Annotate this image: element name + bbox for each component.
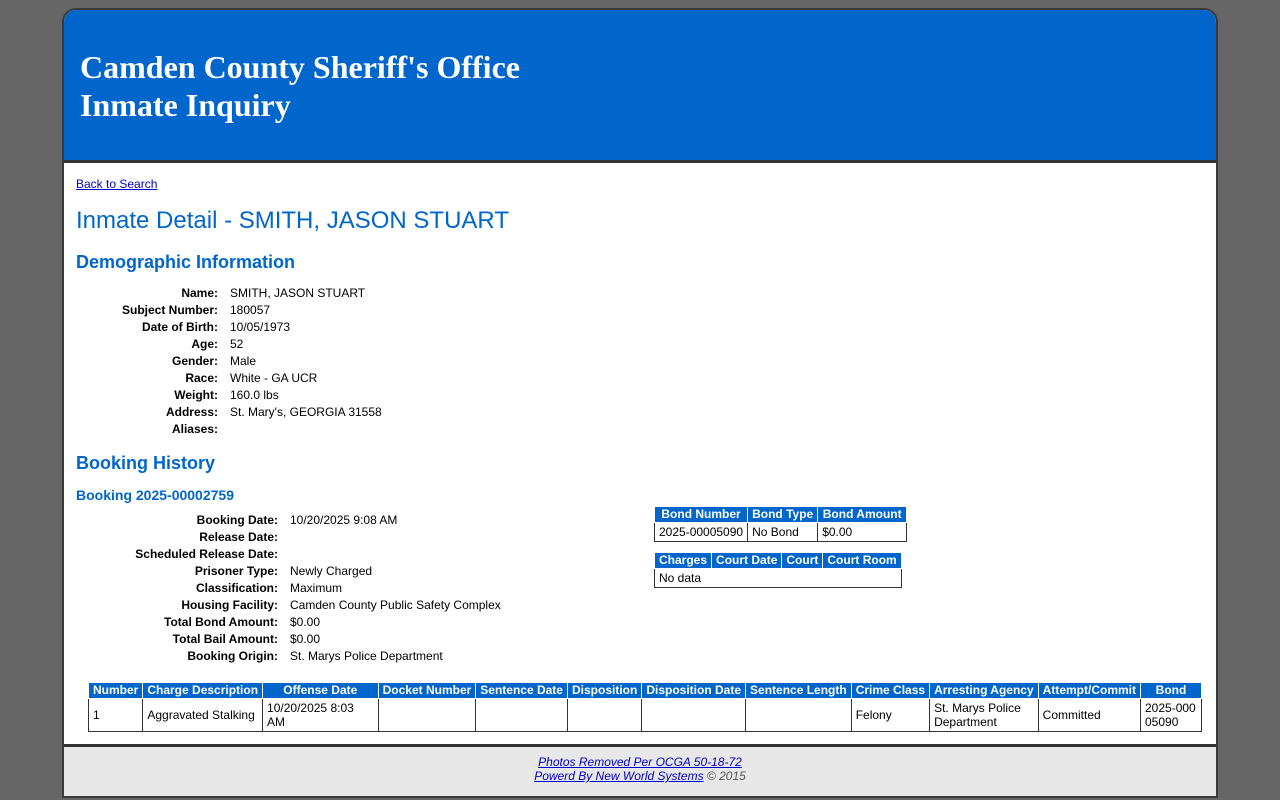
table-row: [655, 523, 907, 542]
booking-row: [122, 512, 602, 529]
charges-table: [88, 682, 1202, 732]
column-header: Sentence Length: [746, 683, 852, 699]
field-value: St. Marys Police Department: [290, 649, 443, 663]
field-label: Prisoner Type:: [194, 564, 278, 578]
booking-history-heading: Booking History: [76, 453, 216, 473]
table-cell: 1: [89, 699, 143, 732]
empty-message: No data: [655, 569, 902, 588]
field-value: 160.0 lbs: [230, 388, 279, 402]
column-header: Bond: [1141, 683, 1202, 699]
main-content: [64, 163, 1216, 753]
demographic-row: [116, 421, 536, 438]
field-value: 52: [230, 337, 244, 351]
demographic-row: [116, 370, 536, 387]
table-cell: $0.00: [818, 523, 907, 542]
table-cell: Committed: [1038, 699, 1140, 732]
demographic-row: [116, 285, 536, 302]
booking-details-table: [122, 512, 602, 665]
column-header: Number: [89, 683, 143, 699]
column-header: Charges: [655, 553, 712, 569]
booking-row: [122, 631, 602, 648]
table-cell: [476, 699, 568, 732]
back-to-search-link[interactable]: Back to Search: [76, 177, 158, 191]
field-value: 10/05/1973: [230, 320, 291, 334]
field-value: $0.00: [290, 615, 321, 629]
booking-row: [122, 546, 602, 563]
booking-row: [122, 614, 602, 631]
demographic-row: [116, 387, 536, 404]
field-label: Name:: [181, 286, 218, 300]
table-cell: 10/20/2025 8:03 AM: [263, 699, 379, 732]
booking-row: [122, 529, 602, 546]
field-label: Age:: [191, 337, 218, 351]
table-cell: [746, 699, 852, 732]
powered-by-link[interactable]: Powerd By New World Systems: [534, 769, 704, 783]
booking-heading: Booking 2025-00002759: [76, 487, 234, 503]
field-label: Date of Birth:: [142, 320, 218, 334]
column-header: Sentence Date: [476, 683, 568, 699]
table-cell: 2025-00005090: [1141, 699, 1202, 732]
page-title: Inmate Detail - SMITH, JASON STUART: [76, 207, 509, 234]
column-header: Docket Number: [378, 683, 476, 699]
field-value: Newly Charged: [290, 564, 373, 578]
site-header: [64, 10, 1216, 163]
field-label: Booking Date:: [196, 513, 278, 527]
table-cell: 2025-00005090: [655, 523, 748, 542]
booking-section: [76, 504, 1204, 682]
field-label: Scheduled Release Date:: [135, 547, 278, 561]
field-label: Aliases:: [171, 422, 218, 436]
field-value: Maximum: [290, 581, 343, 595]
field-label: Gender:: [171, 354, 218, 368]
field-value: 10/20/2025 9:08 AM: [290, 513, 398, 527]
field-label: Race:: [185, 371, 218, 385]
column-header: Disposition: [567, 683, 641, 699]
table-cell: [567, 699, 641, 732]
booking-row: [122, 597, 602, 614]
table-cell: [642, 699, 746, 732]
table-row: [655, 569, 902, 588]
field-value: [284, 546, 602, 563]
table-cell: Felony: [851, 699, 929, 732]
demographic-row: [116, 302, 536, 319]
field-label: Booking Origin:: [187, 649, 278, 663]
field-label: Total Bail Amount:: [172, 632, 278, 646]
court-table: [654, 552, 902, 588]
column-header: Court Room: [823, 553, 901, 569]
site-title: [64, 10, 1216, 124]
booking-row: [122, 580, 602, 597]
site-title-line2: Inmate Inquiry: [80, 87, 291, 123]
site-title-line1: Camden County Sheriff's Office: [80, 49, 520, 85]
field-value: SMITH, JASON STUART: [230, 286, 366, 300]
column-header: Bond Type: [748, 507, 818, 523]
table-cell: St. Marys Police Department: [930, 699, 1039, 732]
column-header: Attempt/Commit: [1038, 683, 1140, 699]
table-cell: Aggravated Stalking: [143, 699, 263, 732]
demographics-table: [116, 285, 536, 438]
field-value: St. Mary's, GEORGIA 31558: [230, 405, 382, 419]
field-label: Housing Facility:: [181, 598, 278, 612]
copyright-text: © 2015: [706, 769, 746, 783]
field-label: Classification:: [195, 581, 278, 595]
demographics-heading: Demographic Information: [76, 252, 296, 272]
demographic-row: [116, 404, 536, 421]
booking-row: [122, 648, 602, 665]
field-value: [224, 421, 536, 438]
field-label: Weight:: [174, 388, 218, 402]
table-cell: No Bond: [748, 523, 818, 542]
booking-row: [122, 563, 602, 580]
field-value: White - GA UCR: [230, 371, 318, 385]
photos-removed-link[interactable]: Photos Removed Per OCGA 50-18-72: [538, 755, 742, 769]
column-header: Court Date: [712, 553, 782, 569]
demographic-row: [116, 336, 536, 353]
field-value: Male: [230, 354, 257, 368]
table-row: [89, 699, 1202, 732]
field-value: [284, 529, 602, 546]
field-label: Subject Number:: [122, 303, 219, 317]
column-header: Court: [782, 553, 823, 569]
bond-table: [654, 506, 907, 542]
column-header: Offense Date: [263, 683, 379, 699]
demographic-row: [116, 319, 536, 336]
field-value: $0.00: [290, 632, 321, 646]
demographic-row: [116, 353, 536, 370]
site-footer: [64, 744, 1216, 796]
column-header: Disposition Date: [642, 683, 746, 699]
field-value: 180057: [230, 303, 271, 317]
field-label: Address:: [165, 405, 218, 419]
field-label: Release Date:: [199, 530, 278, 544]
column-header: Charge Description: [143, 683, 263, 699]
field-value: Camden County Public Safety Complex: [290, 598, 501, 612]
column-header: Arresting Agency: [930, 683, 1039, 699]
page-frame: [62, 8, 1218, 798]
column-header: Bond Amount: [818, 507, 907, 523]
column-header: Bond Number: [655, 507, 748, 523]
field-label: Total Bond Amount:: [164, 615, 278, 629]
table-cell: [378, 699, 476, 732]
column-header: Crime Class: [851, 683, 929, 699]
